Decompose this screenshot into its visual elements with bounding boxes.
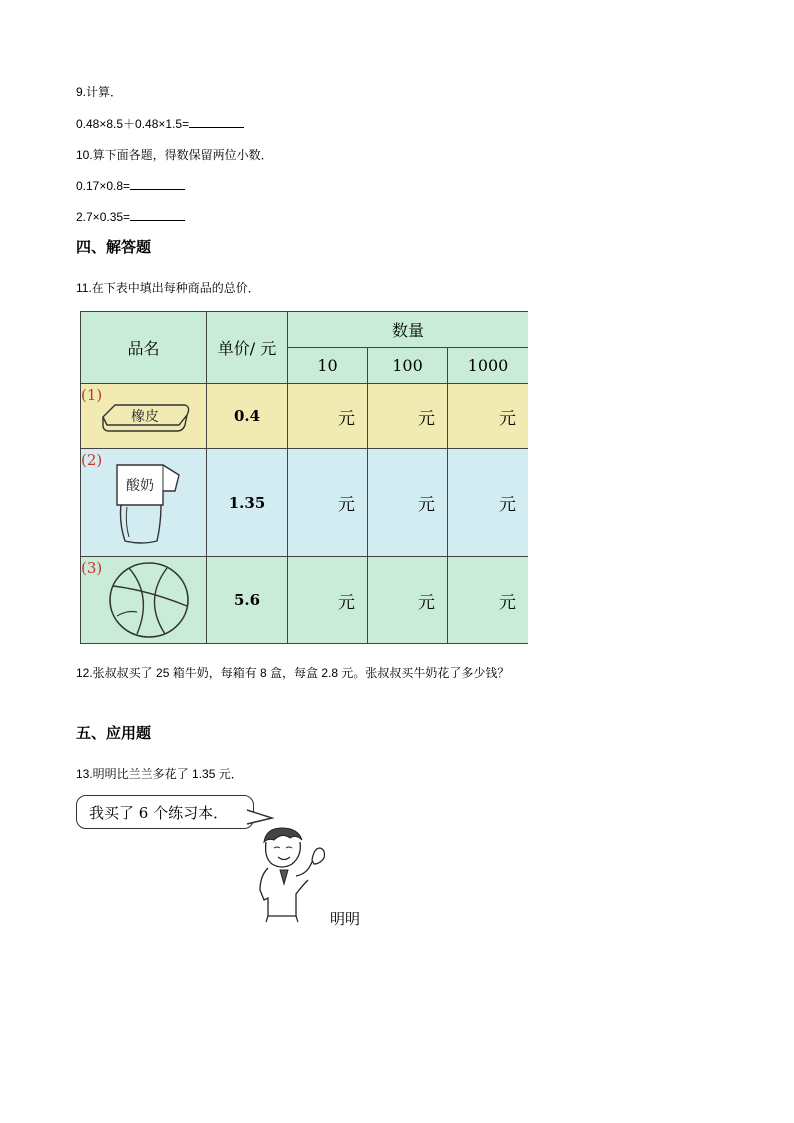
- character-name: 明明: [330, 910, 361, 928]
- q10-expr2-text: 2.7×0.35=: [76, 210, 131, 224]
- section-heading-4: 四、解答题: [76, 238, 152, 256]
- row1-number: (1): [81, 386, 103, 404]
- row1-total-1000[interactable]: 元: [448, 384, 528, 449]
- yogurt-cup-icon: [111, 461, 191, 545]
- price-table: [80, 311, 528, 644]
- row3-price: 5.6: [207, 557, 288, 643]
- row2-total-1000[interactable]: 元: [448, 449, 528, 557]
- row2-number: (2): [81, 451, 103, 469]
- speech-text: 我买了 6 个练习本．: [89, 803, 229, 822]
- row3-total-10[interactable]: 元: [288, 557, 368, 643]
- q10-title: 10.算下面各题，得数保留两位小数．: [76, 148, 273, 162]
- row1-price: 0.4: [207, 384, 288, 449]
- boy-figure-icon: [250, 824, 332, 924]
- row2-price: 1.35: [207, 449, 288, 557]
- eraser-icon: [95, 401, 193, 437]
- section-heading-5: 五、应用题: [76, 724, 152, 742]
- answer-blank[interactable]: [130, 209, 185, 221]
- row3-item: [81, 557, 207, 643]
- answer-blank[interactable]: [189, 116, 244, 128]
- header-item: 品名: [81, 312, 207, 384]
- row1-item: [81, 384, 207, 449]
- header-quantity: 数量: [288, 312, 528, 348]
- speech-bubble: [76, 795, 254, 829]
- row2-total-100[interactable]: 元: [368, 449, 448, 557]
- row1-total-10[interactable]: 元: [288, 384, 368, 449]
- q10-expression-1: [76, 178, 185, 194]
- row3-total-1000[interactable]: 元: [448, 557, 528, 643]
- row3-number: (3): [81, 559, 103, 577]
- eraser-label: 橡皮: [130, 409, 159, 425]
- answer-blank[interactable]: [130, 178, 185, 190]
- basketball-icon: [107, 560, 191, 640]
- q10-expr1-text: 0.17×0.8=: [76, 179, 131, 193]
- q9-expr-text: 0.48×8.5＋0.48×1.5=: [76, 117, 190, 131]
- q9-expression: [76, 116, 244, 132]
- yogurt-label: 酸奶: [125, 477, 154, 494]
- row1-total-100[interactable]: 元: [368, 384, 448, 449]
- header-qty-100: 100: [368, 348, 448, 384]
- row3-total-100[interactable]: 元: [368, 557, 448, 643]
- row2-total-10[interactable]: 元: [288, 449, 368, 557]
- header-price: 单价/ 元: [207, 312, 288, 384]
- q13-title: 13.明明比兰兰多花了 1.35 元．: [76, 767, 243, 781]
- header-qty-1000: 1000: [448, 348, 528, 384]
- row2-item: [81, 449, 207, 557]
- q11-title: 11.在下表中填出每种商品的总价．: [76, 281, 260, 295]
- q9-title: 9.计算．: [76, 85, 123, 99]
- q12-text: 12.张叔叔买了 25 箱牛奶，每箱有 8 盒，每盒 2.8 元。张叔叔买牛奶花了多少钱？: [76, 666, 510, 680]
- q10-expression-2: [76, 209, 185, 225]
- header-qty-10: 10: [288, 348, 368, 384]
